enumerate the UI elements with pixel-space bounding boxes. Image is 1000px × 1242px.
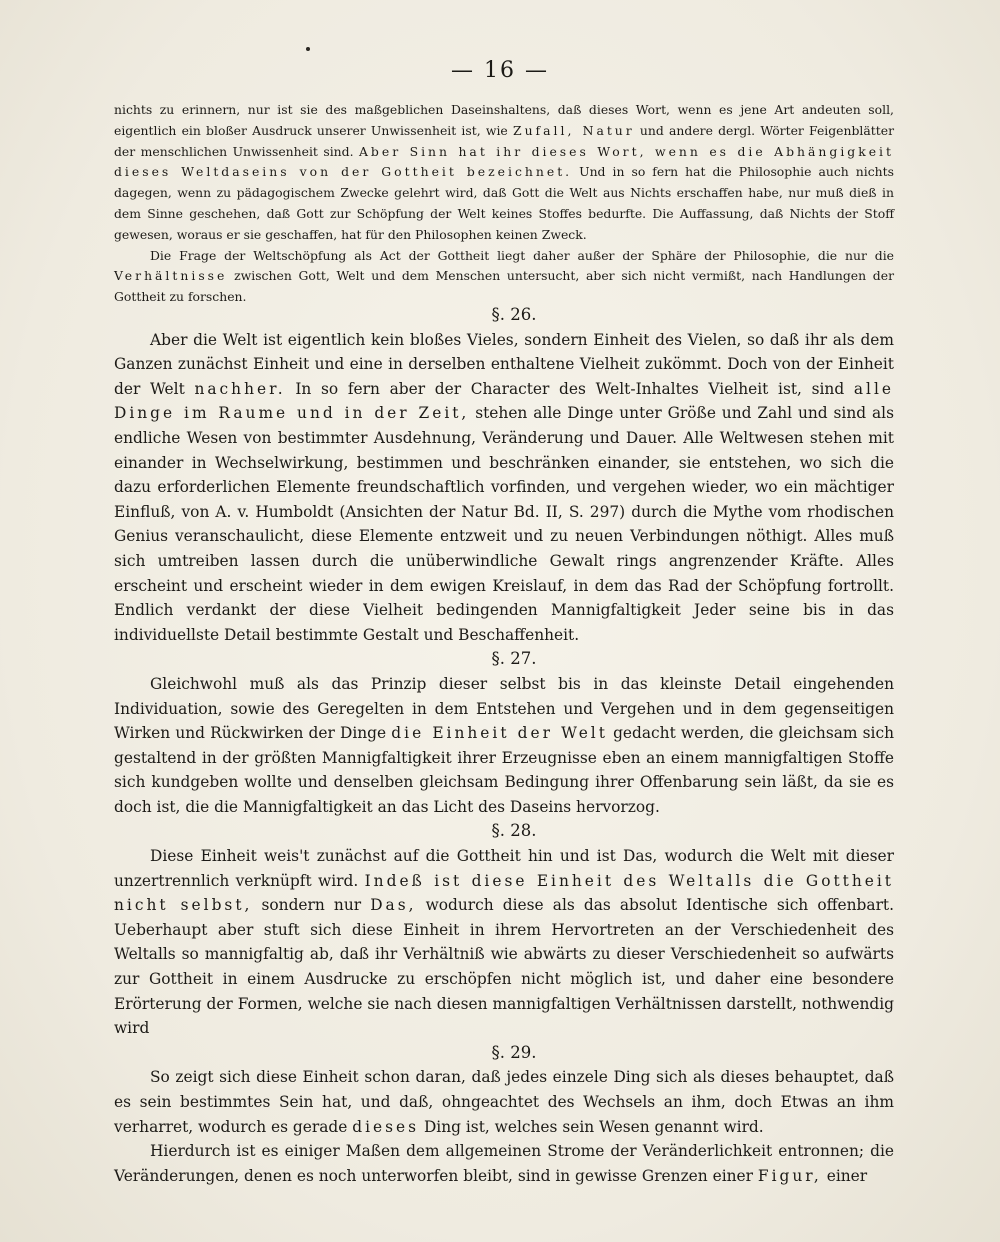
paragraph — [114, 1065, 894, 1139]
text-run: Die Frage der Weltschöpfung als Act der Gottheit liegt daher außer der Sphäre der Philosophie, die nur die — [150, 247, 894, 263]
footnote-paragraph — [114, 246, 894, 308]
text-run: Aber die Welt ist eigentlich kein bloßes Vieles, sondern Einheit des Vielen, so daß ihr als dem Ganzen zunächst Einheit und eine in derselben enthaltene Vielheit zukömmt. Doch von der Einheit der Welt — [114, 330, 894, 398]
emphasized-text: Zufall, Natur — [512, 122, 635, 138]
text-run: So zeigt sich diese Einheit schon daran, daß jedes einzele Ding sich als dieses behauptet, daß es sein bestimmtes Sein hat, und daß, ohngeachtet des Wechsels an ihm, doch Etwas an ihm verharret, wodurch es gerade — [114, 1068, 894, 1136]
text-run: einer — [821, 1166, 868, 1185]
emphasized-text: Figur, — [757, 1166, 822, 1185]
section-heading: §. 28. — [491, 821, 537, 841]
emphasized-text: Aber Sinn hat ihr dieses Wort, wenn es die Abhängigkeit dieses Weltdaseins von der Gottheit bezeichnet. — [114, 143, 895, 180]
section-heading: §. 27. — [491, 649, 537, 669]
paragraph — [114, 328, 894, 648]
page-number: — 16 — — [451, 58, 549, 83]
text-run: Diese Einheit weis't zunächst auf die Gottheit hin und ist Das, wodurch die Welt mit dieser unzertrennlich verknüpft wird. — [114, 847, 894, 890]
text-run: gedacht werden, die gleichsam sich gestaltend in der größten Mannigfaltigkeit ihrer Erzeugnisse eben an einem mannigfaltigen Stoffe sich kundgeben wollte und denselben gleichsam Bedingung ihrer Offenbarung sein läßt, da sie es doch ist, die die Mannigfaltigkeit an das Licht des Daseins hervorzog. — [114, 724, 895, 816]
ink-speck — [306, 47, 310, 51]
emphasized-text: nachher. — [194, 379, 286, 398]
main-text — [114, 303, 894, 1188]
text-run: nichts zu erinnern, nur ist sie des maßgeblichen Daseinshaltens, daß dieses Wort, wenn es jene Art andeuten soll, eigentlich ein bloßer Ausdruck unserer Unwissenheit ist, wie — [114, 102, 894, 138]
paragraph — [114, 1139, 894, 1188]
paragraph — [114, 844, 894, 1041]
text-run: Und in so fern hat die Philosophie auch nichts dagegen, wenn zu pädagogischem Zwecke gelehrt wird, daß Gott die Welt aus Nichts erschaffen habe, nur muß dieß in dem Sinne geschehen, daß Gott zur Schöpfung der Welt keines Stoffes bedurfte. Die Auffassung, daß Nichts der Stoff gewesen, woraus er sie geschaffen, hat für den Philosophen keinen Zweck. — [114, 164, 894, 242]
text-run: wodurch diese als das absolut Identische sich offenbart. Ueberhaupt aber stuft sich diese Einheit in ihrem Hervortreten an der Verschiedenheit des Weltalls so mannigfaltig ab, daß ihr Verhältniß wie abwärts zu dieser Verschiedenheit so aufwärts zur Gottheit in einem Ausdrucke zu erschöpfen nicht möglich ist, und daher eine besondere Erörterung der Formen, welche sie nach diesen mannigfaltigen Verhältnissen darstellt, nothwendig wird — [114, 896, 895, 1038]
paragraph — [114, 672, 894, 820]
text-run: In so fern aber der Character des Welt-Inhaltes Vielheit ist, sind — [285, 379, 854, 398]
footnote-block — [114, 100, 894, 308]
emphasized-text: die Einheit der Welt — [391, 724, 608, 743]
text-run: und andere dergl. Wörter Feigenblätter der menschlichen Unwissenheit sind. — [114, 122, 894, 159]
text-run: stehen alle Dinge unter Größe und Zahl und sind als endliche Wesen von bestimmter Ausdehnung, Veränderung und Dauer. Alle Weltwesen stehen mit einander in Wechselwirkung, bestimmen und beschränken einander, sie entstehen, wo sich die dazu erforderlichen Elemente freundschaftlich vorfinden, und vergehen wieder, wo ein mächtiger Einfluß, von A. v. Humboldt (Ansichten der Natur Bd. II, S. 297) durch die Mythe vom rhodischen Genius veranschaulicht, diese Elemente entzweit und zu neuen Verbindungen nöthigt. Alles muß sich umtreiben lassen durch die unüberwindliche Gewalt rings angrenzender Kräfte. Alles erscheint und erscheint wieder in dem ewigen Kreislauf, in dem das Rad der Schöpfung fortrollt. Endlich verdankt der diese Vielheit bedingenden Mannigfaltigkeit Jeder seine bis in das individuellste Detail bestimmte Gestalt und Beschaffenheit. — [114, 404, 894, 644]
emphasized-text: dieses — [352, 1117, 420, 1136]
emphasized-text: alle Dinge im Raume und in der Zeit, — [114, 379, 894, 423]
text-run: Ding ist, welches sein Wesen genannt wird. — [419, 1117, 764, 1136]
footnote-paragraph — [114, 100, 894, 246]
text-run: sondern nur — [252, 896, 371, 915]
section-heading: §. 26. — [491, 305, 537, 324]
emphasized-text: Indeß ist diese Einheit des Weltalls die Gottheit nicht selbst, — [114, 871, 894, 915]
section-heading: §. 29. — [491, 1042, 537, 1062]
text-run: zwischen Gott, Welt und dem Menschen untersucht, aber sich nicht vermißt, nach Handlungen der Gottheit zu forschen. — [114, 268, 894, 305]
text-run: Gleichwohl muß als das Prinzip dieser selbst bis in das kleinste Detail eingehenden Individuation, sowie des Geregelten in dem Entstehen und Vergehen und in dem gegenseitigen Wirken und Rückwirken der Dinge — [114, 674, 894, 743]
text-run: Hierdurch ist es einiger Maßen dem allgemeinen Strome der Veränderlichkeit entronnen; die Veränderungen, denen es noch unterworfen bleibt, sind in gewisse Grenzen einer — [114, 1142, 894, 1185]
emphasized-text: Das, — [370, 896, 417, 915]
emphasized-text: Verhältnisse — [114, 268, 228, 284]
